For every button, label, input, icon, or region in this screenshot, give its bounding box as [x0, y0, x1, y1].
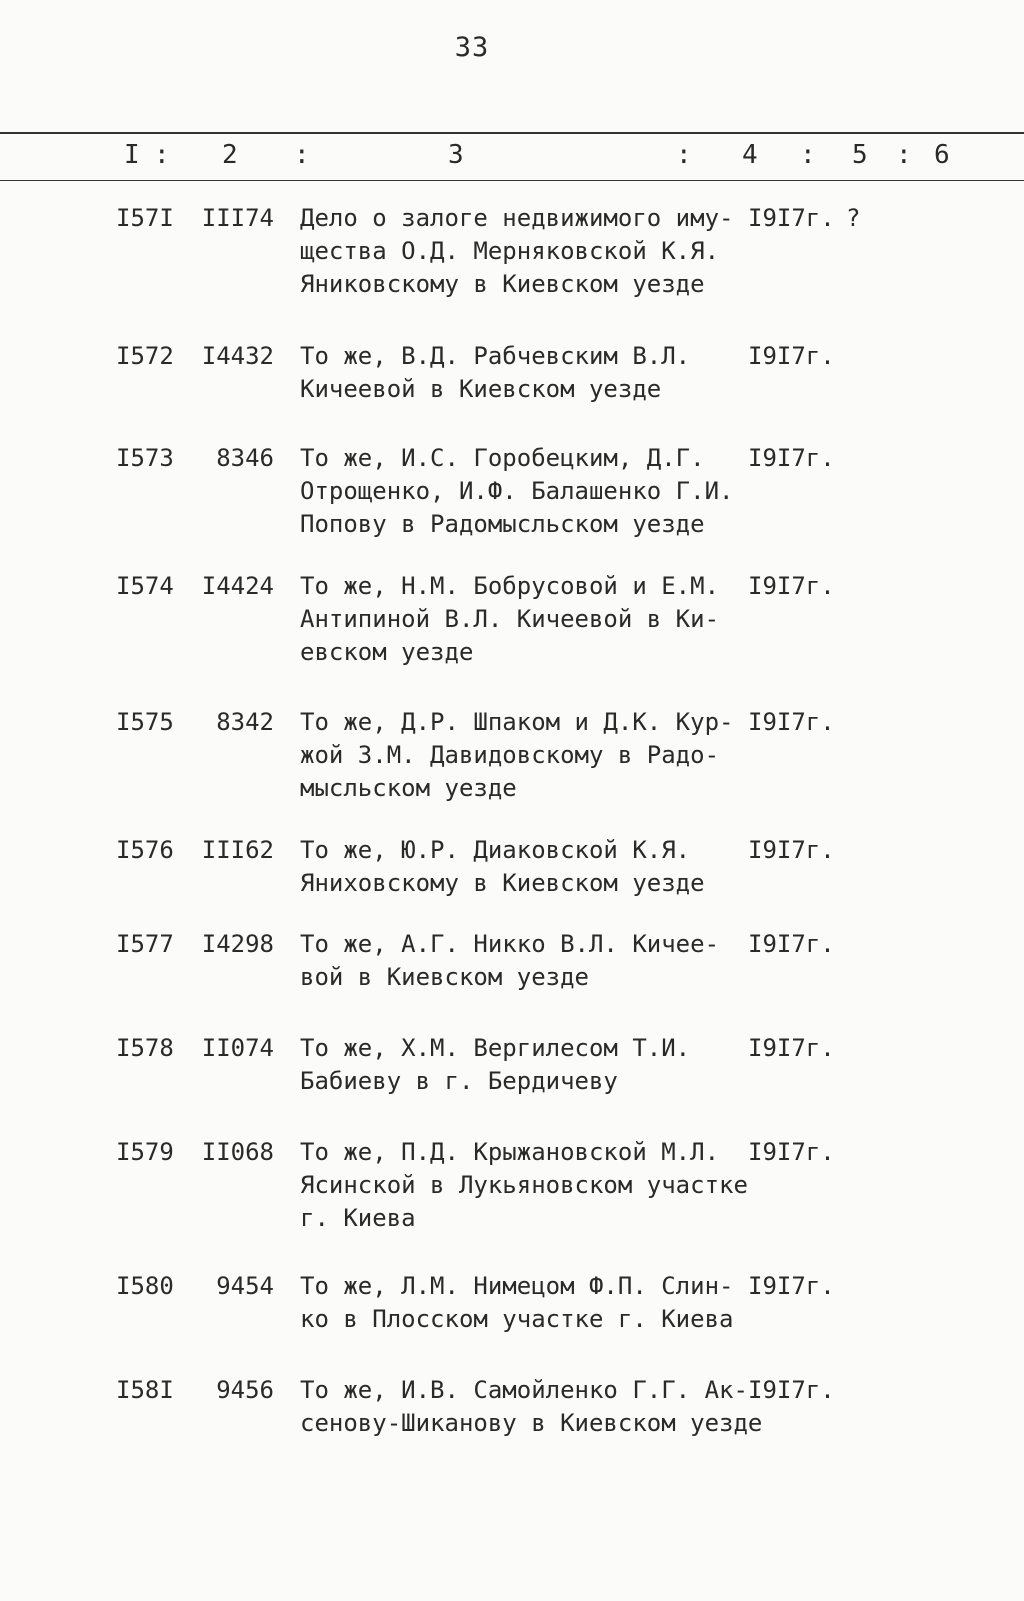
description-line: Антипиной В.Л. Кичеевой в Ки-: [300, 605, 720, 633]
column-header-2: 2: [222, 140, 238, 170]
description-line: То же, А.Г. Никко В.Л. Кичее-: [300, 930, 720, 958]
record-number: I577: [116, 930, 174, 958]
description-line: То же, Л.М. Нимецом Ф.П. Слин-: [300, 1272, 734, 1300]
record-year: I9I7г.: [748, 342, 835, 370]
record-number: I578: [116, 1034, 174, 1062]
description-line: Яниковскому в Киевском уезде: [300, 270, 705, 298]
record-description: [300, 1270, 740, 1336]
column-header-1: I: [124, 140, 140, 170]
description-line: евском уезде: [300, 638, 474, 666]
description-line: То же, Д.Р. Шпаком и Д.К. Кур-: [300, 708, 734, 736]
column-separator: :: [896, 140, 912, 170]
column-separator: :: [800, 140, 816, 170]
record-description: [300, 1374, 763, 1440]
header-bottom-rule: [0, 180, 1024, 181]
description-line: То же, Ю.Р. Диаковской К.Я.: [300, 836, 691, 864]
column-header-3: 3: [448, 140, 464, 170]
record-description: [300, 706, 740, 805]
record-description: [300, 202, 740, 301]
description-line: щества О.Д. Мерняковской К.Я.: [300, 237, 720, 265]
column-header-6: 6: [934, 140, 950, 170]
column-separator: :: [294, 140, 310, 170]
record-number: I574: [116, 572, 174, 600]
page-number: 33: [454, 32, 490, 63]
record-number: I573: [116, 444, 174, 472]
record-number: I579: [116, 1138, 174, 1166]
record-note: ?: [846, 204, 861, 232]
record-year: I9I7г.: [748, 572, 835, 600]
description-line: Дело о залоге недвижимого иму-: [300, 204, 734, 232]
case-number: I4432: [201, 342, 274, 370]
description-line: ко в Плосском участке г. Киева: [300, 1305, 734, 1333]
column-header-5: 5: [852, 140, 868, 170]
record-description: [300, 834, 740, 900]
record-year: I9I7г.: [748, 1034, 835, 1062]
record-number: I58I: [116, 1376, 174, 1404]
description-line: То же, Н.М. Бобрусовой и Е.М.: [300, 572, 720, 600]
description-line: Отрощенко, И.Ф. Балашенко Г.И.: [300, 477, 734, 505]
record-number: I576: [116, 836, 174, 864]
record-year: I9I7г.: [748, 930, 835, 958]
record-description: [300, 442, 740, 541]
record-number: I580: [116, 1272, 174, 1300]
description-line: То же, В.Д. Рабчевским В.Л.: [300, 342, 691, 370]
record-description: [300, 1032, 740, 1098]
record-year: I9I7г.: [748, 1376, 835, 1404]
description-line: Яниховскому в Киевском уезде: [300, 869, 705, 897]
record-description: [300, 340, 740, 406]
record-description: [300, 1136, 748, 1235]
record-year: I9I7г.: [748, 708, 835, 736]
record-description: [300, 928, 740, 994]
case-number: 9456: [216, 1376, 274, 1404]
case-number: 9454: [216, 1272, 274, 1300]
column-separator: :: [154, 140, 170, 170]
case-number: 8346: [216, 444, 274, 472]
record-year: I9I7г.: [748, 836, 835, 864]
description-line: Кичеевой в Киевском уезде: [300, 375, 662, 403]
description-line: жой З.М. Давидовскому в Радо-: [300, 741, 720, 769]
record-year: I9I7г.: [748, 1138, 835, 1166]
description-line: вой в Киевском уезде: [300, 963, 589, 991]
case-number: I4298: [201, 930, 274, 958]
record-number: I575: [116, 708, 174, 736]
case-number: III74: [201, 204, 274, 232]
record-number: I572: [116, 342, 174, 370]
description-line: То же, И.В. Самойленко Г.Г. Ак-: [300, 1376, 748, 1404]
description-line: Бабиеву в г. Бердичеву: [300, 1067, 618, 1095]
description-line: То же, П.Д. Крыжановской М.Л.: [300, 1138, 720, 1166]
description-line: мысльском уезде: [300, 774, 517, 802]
record-number: I57I: [116, 204, 174, 232]
case-number: 8342: [216, 708, 274, 736]
column-header-4: 4: [742, 140, 758, 170]
case-number: III62: [201, 836, 274, 864]
description-line: То же, И.С. Горобецким, Д.Г.: [300, 444, 705, 472]
case-number: II074: [201, 1034, 274, 1062]
case-number: I4424: [201, 572, 274, 600]
description-line: Ясинской в Лукьяновском участке: [300, 1171, 748, 1199]
description-line: г. Киева: [300, 1204, 416, 1232]
case-number: II068: [201, 1138, 274, 1166]
description-line: сенову-Шиканову в Киевском уезде: [300, 1409, 763, 1437]
header-top-rule: [0, 132, 1024, 134]
record-description: [300, 570, 740, 669]
record-year: I9I7г.: [748, 1272, 835, 1300]
record-year: I9I7г.: [748, 204, 835, 232]
description-line: То же, Х.М. Вергилесом Т.И.: [300, 1034, 691, 1062]
column-separator: :: [676, 140, 692, 170]
record-year: I9I7г.: [748, 444, 835, 472]
description-line: Попову в Радомысльском уезде: [300, 510, 705, 538]
